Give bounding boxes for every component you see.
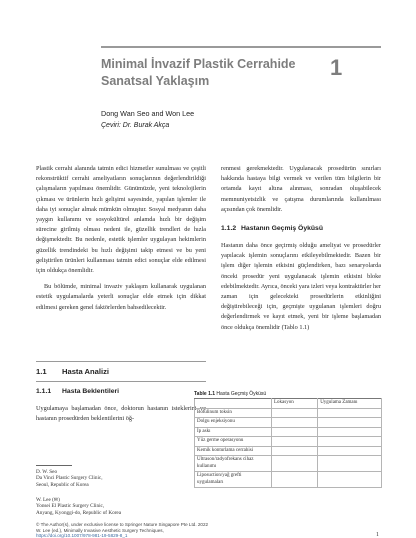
table-cell: Dolgu enjeksiyonu: [195, 418, 272, 428]
subsection-title: Hasta Beklentileri: [62, 388, 120, 395]
right-column: [221, 164, 381, 215]
subsection-number: 1.1.1: [36, 388, 52, 395]
footnote-affiliation: Yonsei El Plastic Surgery Clinic,: [36, 503, 105, 510]
table-row: [195, 418, 382, 428]
continuation-paragraph: renmesi gerekmektedir. Uygulanacak prosedürün sınırları hakkında hastaya bilgi vermek ve verilen tüm bilgilerin bir ortamda kayıt altına alınması, sonradan oluşabilecek memnuniyetsizlik ve çatışma durumlarında kullanılması açısından çok önemlidir.: [221, 165, 381, 213]
chapter-title: Minimal İnvazif Plastik Cerrahide Sanatsal Yaklaşım: [101, 57, 296, 88]
page-number: 1: [376, 532, 379, 538]
table-cell: Yüz germe operasyonu: [195, 437, 272, 447]
history-paragraph: Hastanın daha önce geçirmiş olduğu ameliyat ve prosedürler yapılacak işlemin sonuçlarını etkileyebilmektedir. Bazen bir işlem diğer işlemin etkisini güçlendirken, bazı senaryolarda önceki prosedür yeni uygulanacak işlemin etkisini bloke edebilmektedir. Ayrıca, önceki yara izleri veya kontraktürler her zaman için gelecekteki prosedürlerin etkinliğini değiştirebileceği için, geçmişte uygulanan işlemleri doğru değerlendirmek ve kayıt etmek, yeni bir işleme başlamadan önce oldukça önemlidir (Tablo 1.1): [221, 242, 381, 331]
table-cell: Liposuction/yağ grefti uygulamaları: [195, 472, 272, 488]
footnote-author-1: [36, 469, 103, 488]
top-rule: [101, 46, 381, 48]
footnote-name: D. W. Seo: [36, 469, 58, 475]
expectations-paragraph: Uygulamaya başlamadan önce, doktorun hastanın isteklerini ve hastanın prosedürden beklentilerini öğ-: [36, 405, 206, 423]
chapter-number: 1: [330, 55, 343, 80]
table-row: [195, 472, 382, 488]
section-title: Hasta Analizi: [62, 367, 109, 376]
table-caption-label: Table 1.1: [194, 391, 216, 397]
table-cell: [272, 456, 318, 472]
table-cell: İp askı: [195, 427, 272, 437]
table-cell: Ultrason/radyofrekans cihaz kullanımı: [195, 456, 272, 472]
table-header-row: [195, 399, 382, 409]
left-column: [36, 164, 206, 313]
table-cell: Botulinum toksin: [195, 408, 272, 418]
table-cell: [272, 472, 318, 488]
table-cell: [318, 437, 382, 447]
table-cell: [318, 456, 382, 472]
section-number: 1.1: [36, 367, 47, 376]
footnote-name: W. Lee (✉): [36, 497, 60, 503]
table-row: [195, 446, 382, 456]
subsection-title: Hastanın Geçmiş Öyküsü: [241, 225, 323, 232]
table-cell: [272, 418, 318, 428]
history-table: [194, 398, 382, 488]
footnote-location: Anyang, Kyonggi-do, Republic of Korea: [36, 509, 121, 516]
table-cell: [272, 408, 318, 418]
copyright-block: [36, 522, 306, 538]
table-cell: [318, 408, 382, 418]
table-header-cell: [195, 399, 272, 409]
table-cell: Kemik konturlama cerrahisi: [195, 446, 272, 456]
footnote-location: Seoul, Republic of Korea: [36, 481, 89, 488]
table-cell: [272, 446, 318, 456]
table-cell: [318, 418, 382, 428]
table-cell: [272, 427, 318, 437]
table-cell: [318, 427, 382, 437]
table-cell: [318, 446, 382, 456]
table-header-cell: Uygulama Zamanı: [318, 399, 382, 409]
table-cell: [318, 472, 382, 488]
table-caption: [194, 391, 266, 397]
table-row: [195, 437, 382, 447]
table-caption-text: Hasta Geçmiş Öyküsü: [216, 391, 267, 397]
footnote-affiliation: Da Vinci Plastic Surgery Clinic,: [36, 475, 103, 482]
second-paragraph: Bu bölümde, minimal invaziv yaklaşım kullanarak uygulanan estetik uygulamalarda yeterli sonuçlar elde etmek için dikkat edilmesi gereken genel faktörlerden bahsedilecektir.: [36, 283, 206, 311]
footnote-author-2: [36, 497, 121, 516]
section-heading: [36, 367, 109, 376]
subsection-heading-expectations: [36, 388, 119, 395]
subsection-heading-history: [221, 225, 323, 232]
table-header-cell: Lokasyon: [272, 399, 318, 409]
table-row: [195, 408, 382, 418]
table-row: [195, 456, 382, 472]
citation-text: W. Lee (ed.), Minimally Invasive Aesthetic Surgery Techniques,: [36, 527, 164, 533]
authors: Dong Wan Seo and Won Lee: [101, 109, 195, 118]
translator: Çeviri: Dr. Burak Akça: [101, 122, 170, 129]
table-cell: [272, 437, 318, 447]
copyright-text: © The Author(s), under exclusive license to Springer Nature Singapore Pte Ltd. 2022: [36, 522, 209, 527]
table-row: [195, 427, 382, 437]
intro-paragraph: Plastik cerrahi alanında tatmin edici hizmetler sunulması ve çeşitli rekonstrüktif cerrahi ameliyatların sonuçlarının değerlendirildiği çalışmaların yapılması önemlidir. Günümüzde, yeni teknolojilerin çıkması ve ürünlerin hızlı gelişimi sayesinde, yapılan işlemler ile daha iyi sonuçlar almak mümkün olmuştur. Sosyal medyanın daha yaygın kullanımı ve sosyokültürel anlamda hızlı bir değişim sürecine girilmiş olması nedeni ile, güzellik trendleri de hızla değişmektedir. Bu nedenle, estetik işlemler uygulayan hekimlerin güzellik trendindeki bu hızlı değişimi takip etmesi ve bu yeni geliştirilen ürünleri kullanması tatmin edici sonuçlar elde edilmesi için oldukça önemlidir.: [36, 165, 206, 275]
section-rule: [36, 361, 206, 362]
footnote-rule: [36, 465, 72, 466]
section-rule-bottom: [36, 381, 206, 382]
subsection-number: 1.1.2: [221, 225, 237, 232]
doi-link[interactable]: https://doi.org/10.1007/978-981-19-5829-8_1: [36, 533, 128, 538]
